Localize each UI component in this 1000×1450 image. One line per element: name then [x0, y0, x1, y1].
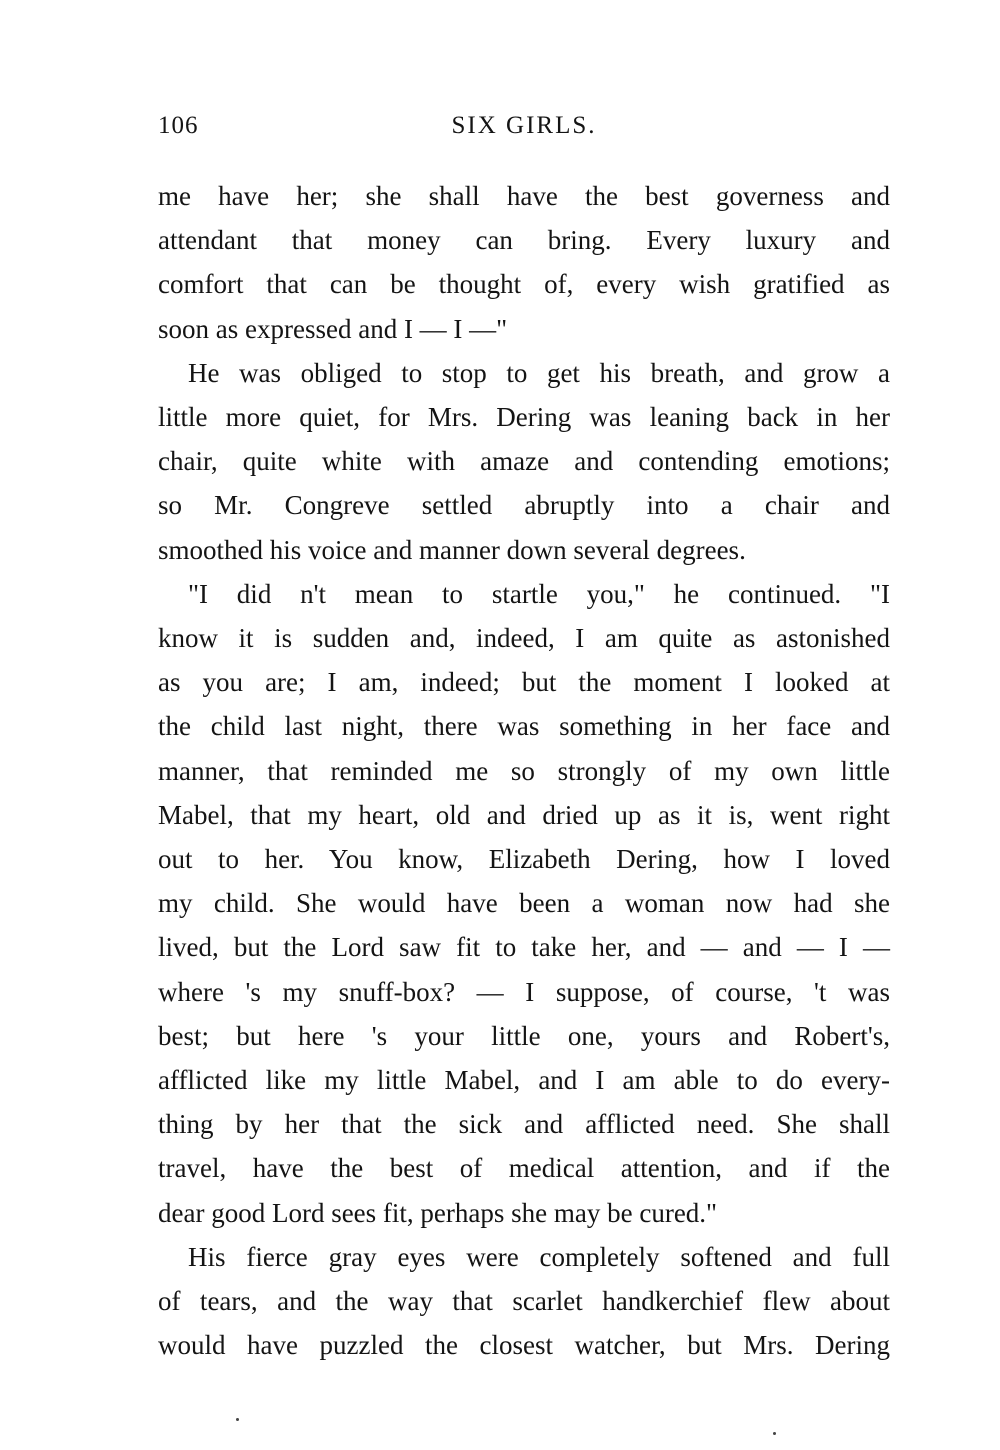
- text-line: manner, that reminded me so strongly of my own little: [158, 755, 890, 786]
- running-head: [158, 108, 890, 148]
- text-line: thing by her that the sick and afflicted need. She shall: [158, 1109, 890, 1140]
- text-line: soon as expressed and I — I —": [158, 313, 508, 344]
- text-line: comfort that can be thought of, every wish gratified as: [158, 269, 890, 300]
- page-number: 106: [158, 112, 199, 139]
- text-line: Mabel, that my heart, old and dried up as it is, went right: [158, 799, 890, 830]
- text-line: travel, have the best of medical attention, and if the: [158, 1153, 890, 1184]
- text-line: smoothed his voice and manner down several degrees.: [158, 534, 746, 565]
- running-title: SIX GIRLS.: [451, 112, 597, 139]
- text-line: the child last night, there was something in her face and: [158, 711, 890, 742]
- body-text: [158, 174, 890, 1367]
- text-line: where 's my snuff-box? — I suppose, of course, 't was: [158, 976, 890, 1007]
- text-line: my child. She would have been a woman now had she: [158, 888, 890, 919]
- text-line: best; but here 's your little one, yours and Robert's,: [158, 1020, 890, 1051]
- text-line: me have her; she shall have the best governess and: [158, 181, 890, 211]
- text-line: would have puzzled the closest watcher, but Mrs. Dering: [158, 1330, 890, 1361]
- paragraph-2: [158, 351, 890, 572]
- text-line: "I did n't mean to startle you," he continued. "I: [188, 578, 890, 609]
- text-line: so Mr. Congreve settled abruptly into a chair and: [158, 490, 890, 521]
- text-line: as you are; I am, indeed; but the moment I looked at: [158, 667, 890, 698]
- paragraph-4: [158, 1235, 890, 1368]
- text-line: attendant that money can bring. Every luxury and: [158, 225, 890, 256]
- text-line: out to her. You know, Elizabeth Dering, how I loved: [158, 844, 890, 875]
- text-line: dear good Lord sees fit, perhaps she may be cured.": [158, 1197, 718, 1228]
- text-line: know it is sudden and, indeed, I am quite as astonished: [158, 623, 890, 654]
- paragraph-3: [158, 572, 890, 1235]
- paragraph-1: [158, 174, 890, 351]
- text-line: of tears, and the way that scarlet handkerchief flew about: [158, 1286, 890, 1317]
- text-line: His fierce gray eyes were completely softened and full: [188, 1241, 890, 1272]
- text-line: little more quiet, for Mrs. Dering was leaning back in her: [158, 402, 890, 433]
- text-line: chair, quite white with amaze and contending emotions;: [158, 446, 890, 477]
- text-line: afflicted like my little Mabel, and I am able to do every-: [158, 1065, 890, 1096]
- text-line: He was obliged to stop to get his breath, and grow a: [188, 357, 890, 388]
- text-line: lived, but the Lord saw fit to take her, and — and — I —: [158, 932, 890, 963]
- print-speck: [773, 1432, 776, 1435]
- print-speck: [236, 1418, 239, 1421]
